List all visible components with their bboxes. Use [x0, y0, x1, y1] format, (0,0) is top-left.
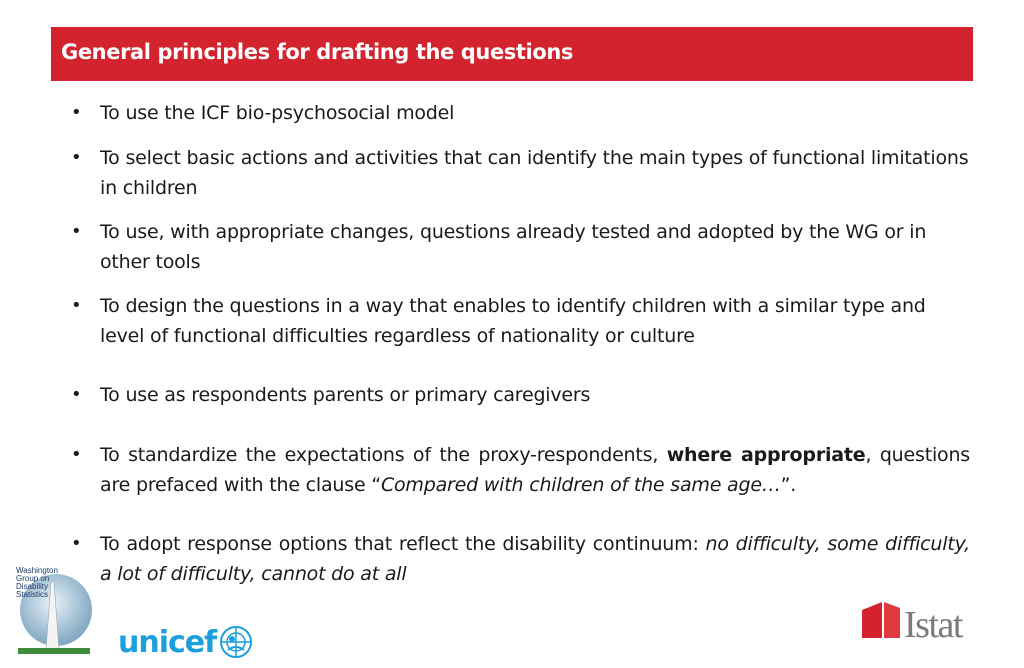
bullet-text: To adopt response options that reflect the disability continuum:	[100, 533, 699, 555]
grass-icon	[18, 648, 90, 654]
bullet-item: • To design the questions in a way that enables to identify children with a similar type and level of functional difficulties regardless of nationality or culture	[100, 291, 970, 351]
bullet-item	[100, 529, 970, 589]
wg-logo-line: Statistics	[16, 590, 49, 599]
bullet-text: , questions are prefaced with the clause “	[100, 444, 971, 496]
bullet-text: ”.	[780, 474, 797, 496]
washington-group-logo	[12, 562, 92, 658]
wg-logo-line: Disability	[16, 582, 49, 591]
wg-logo-line: Group on	[16, 574, 50, 583]
unicef-wordmark: unicef	[118, 625, 217, 660]
wg-logo-line: Washington	[16, 566, 58, 575]
istat-wordmark: Istat	[904, 604, 962, 642]
bullet-item: • To use, with appropriate changes, questions already tested and adopted by the WG or in other tools	[100, 217, 970, 277]
bullet-item	[100, 440, 970, 500]
istat-logo	[860, 598, 995, 642]
bullet-item: • To use as respondents parents or primary caregivers	[100, 380, 970, 410]
bullet-quote: Compared with children of the same age…	[380, 474, 781, 496]
bullet-quote: no difficulty, some difficulty, a lot of difficulty, cannot do at all	[100, 533, 970, 585]
slide-title: General principles for drafting the questions	[61, 40, 574, 64]
unicef-emblem-icon	[221, 627, 251, 657]
bullet-item: • To select basic actions and activities that can identify the main types of functional limitations in children	[100, 143, 970, 203]
bullet-emphasis: where appropriate	[666, 444, 866, 466]
bullet-item: • To use the ICF bio-psychosocial model	[100, 98, 970, 128]
istat-mark-icon	[862, 602, 900, 638]
unicef-logo	[118, 622, 258, 662]
bullet-text: To standardize the expectations of the proxy-respondents,	[100, 444, 659, 466]
